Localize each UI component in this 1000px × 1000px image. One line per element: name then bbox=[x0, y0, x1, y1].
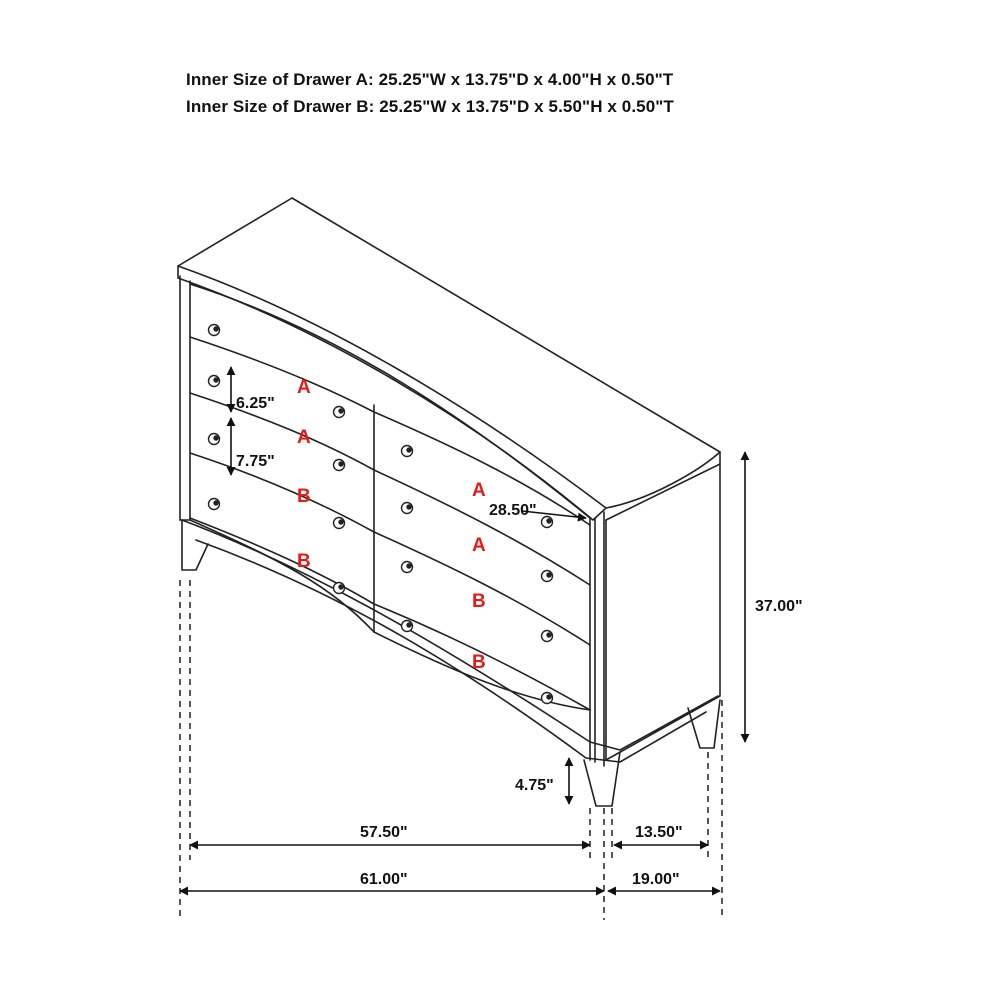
drawer-label-a: A bbox=[297, 427, 311, 448]
bottom-rail-left bbox=[180, 520, 374, 632]
left-drawer-line-1 bbox=[190, 337, 374, 412]
leg-back-right bbox=[688, 700, 720, 748]
apron-lower bbox=[196, 540, 706, 762]
knob-icon bbox=[402, 503, 413, 514]
right-front-stile bbox=[595, 512, 604, 766]
drawer-label-a: A bbox=[472, 535, 486, 556]
knob-icon bbox=[542, 693, 553, 704]
knob-icon bbox=[209, 499, 220, 510]
left-side-panel bbox=[180, 276, 190, 520]
top-front-edge bbox=[178, 266, 606, 520]
overall-height-value: 37.00" bbox=[755, 598, 803, 615]
drawer-label-b: B bbox=[472, 591, 486, 612]
knob-icon bbox=[209, 376, 220, 387]
knob-icon bbox=[542, 517, 553, 528]
knob-icon bbox=[402, 562, 413, 573]
knob-icon bbox=[209, 325, 220, 336]
knob-icon bbox=[334, 407, 345, 418]
drawer-b-inner-size: Inner Size of Drawer B: 25.25"W x 13.75"D x 5.50"H x 0.50"T bbox=[186, 97, 674, 116]
drawer-b-height-value: 7.75" bbox=[236, 453, 275, 470]
left-drawer-line-3 bbox=[190, 453, 374, 532]
drawer-label-a: A bbox=[297, 377, 311, 398]
drawer-width-value: 28.50" bbox=[489, 502, 537, 519]
apron bbox=[182, 520, 718, 750]
knob-icon bbox=[334, 518, 345, 529]
knob-icon bbox=[542, 631, 553, 642]
leg-front-left bbox=[182, 520, 208, 570]
left-drawer-line-2 bbox=[190, 393, 374, 470]
drawer-label-b: B bbox=[472, 652, 486, 673]
leg-height-value: 4.75" bbox=[515, 777, 554, 794]
drawer-label-b: B bbox=[297, 486, 311, 507]
knob-icon bbox=[334, 583, 345, 594]
overall-depth-value: 19.00" bbox=[632, 871, 680, 888]
left-drawer-line-4 bbox=[190, 518, 374, 604]
drawer-a-inner-size: Inner Size of Drawer A: 25.25"W x 13.75"D x 4.00"H x 0.50"T bbox=[186, 70, 674, 89]
drawer-a-height-value: 6.25" bbox=[236, 395, 275, 412]
drawer-label-b: B bbox=[297, 551, 311, 572]
knob-icon bbox=[402, 446, 413, 457]
knob-icon bbox=[402, 621, 413, 632]
top-side-edge bbox=[606, 452, 720, 520]
knob-icon bbox=[334, 460, 345, 471]
top-width-value: 57.50" bbox=[360, 824, 408, 841]
drawer-label-a: A bbox=[472, 480, 486, 501]
top-depth-value: 13.50" bbox=[635, 824, 683, 841]
overall-width-value: 61.00" bbox=[360, 871, 408, 888]
knob-icon bbox=[209, 434, 220, 445]
right-side-panel bbox=[606, 464, 720, 760]
knob-icon bbox=[542, 571, 553, 582]
drawer-bank-outline bbox=[190, 284, 590, 760]
